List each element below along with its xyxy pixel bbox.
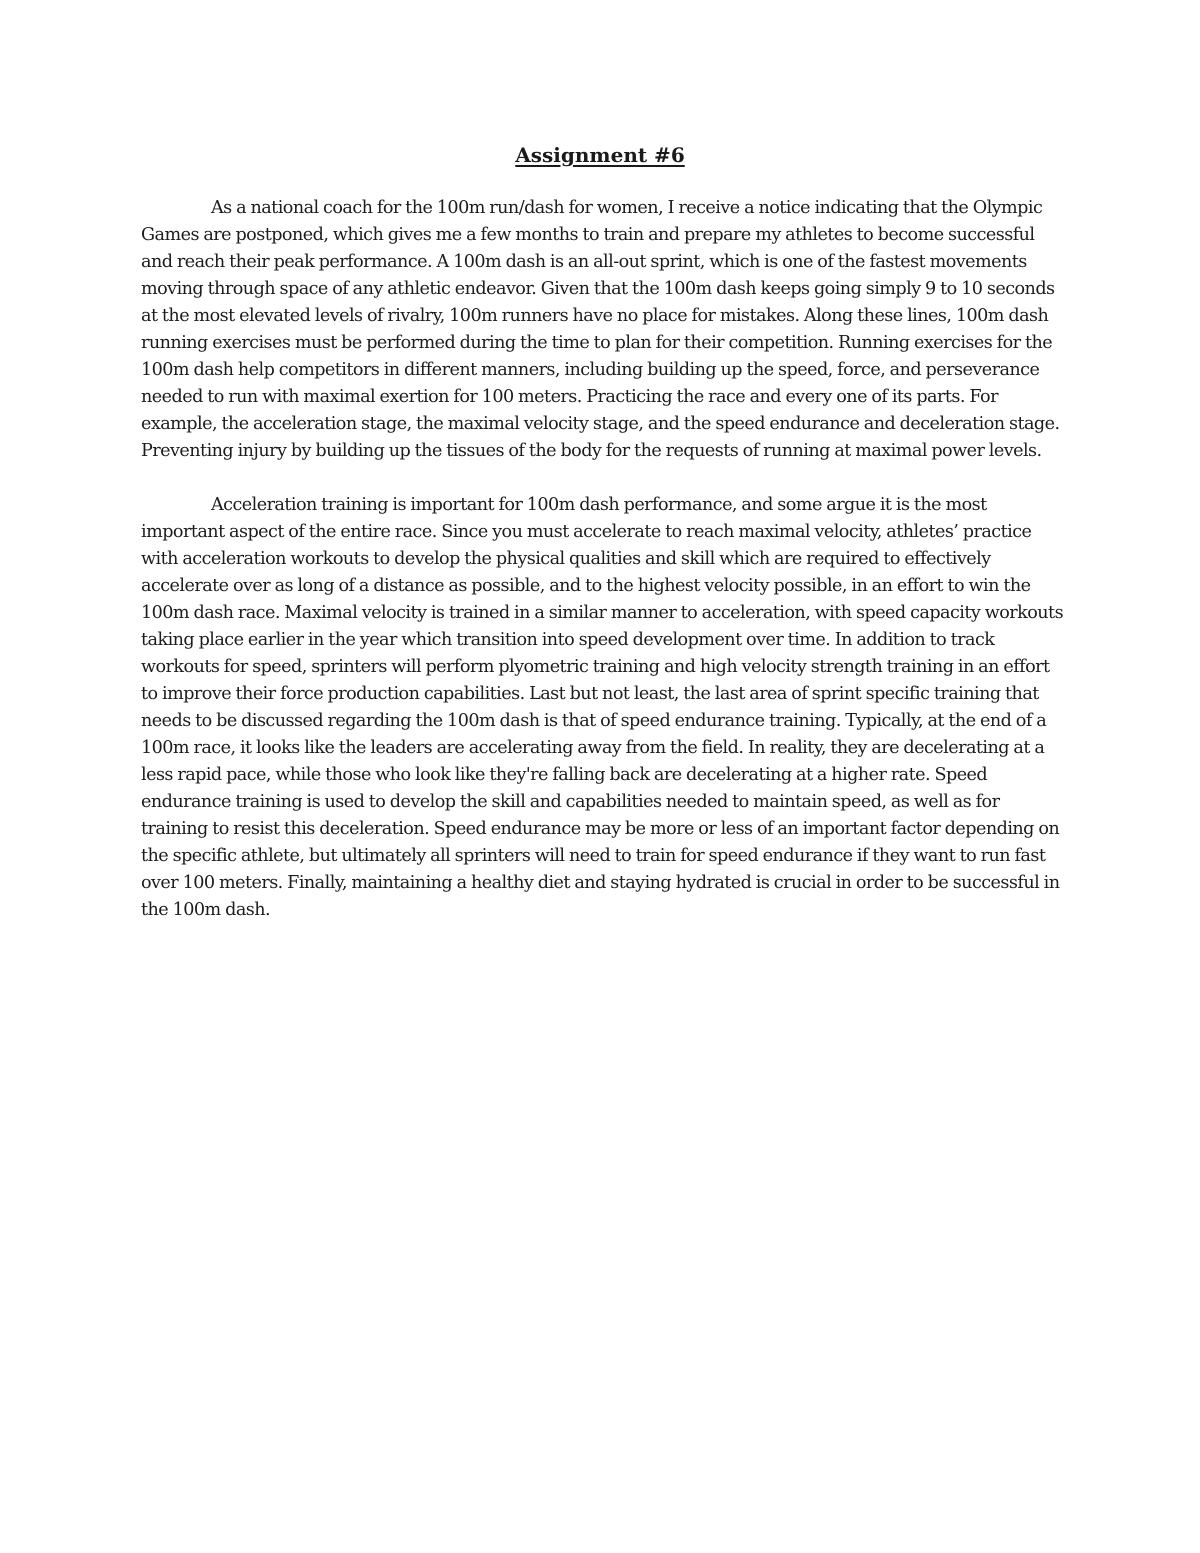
document-body <box>141 195 1066 951</box>
document-title: Assignment #6 <box>515 143 685 167</box>
paragraph-2: Acceleration training is important for 100m dash performance, and some argue it is the most important aspect of the entire race. Since you must accelerate to reach maximal velocity, athletes’ practice with acceleration workouts to develop the physical qualities and skill which are required to effectively accelerate over as long of a distance as possible, and to the highest velocity possible, in an effort to win the 100m dash race. Maximal velocity is trained in a similar manner to acceleration, with speed capacity workouts taking place earlier in the year which transition into speed development over time. In addition to track workouts for speed, sprinters will perform plyometric training and high velocity strength training in an effort to improve their force production capabilities. Last but not least, the last area of sprint specific training that needs to be discussed regarding the 100m dash is that of speed endurance training. Typically, at the end of a 100m race, it looks like the leaders are accelerating away from the field. In reality, they are decelerating at a less rapid pace, while those who look like they're falling back are decelerating at a higher rate. Speed endurance training is used to develop the skill and capabilities needed to maintain speed, as well as for training to resist this deceleration. Speed endurance may be more or less of an important factor depending on the specific athlete, but ultimately all sprinters will need to train for speed endurance if they want to run fast over 100 meters. Finally, maintaining a healthy diet and staying hydrated is crucial in order to be successful in the 100m dash. <box>141 495 1064 920</box>
paragraph-1: As a national coach for the 100m run/dash for women, I receive a notice indicating that the Olympic Games are postponed, which gives me a few months to train and prepare my athletes to become successful and reach their peak performance. A 100m dash is an all-out sprint, which is one of the fastest movements moving through space of any athletic endeavor. Given that the 100m dash keeps going simply 9 to 10 seconds at the most elevated levels of rivalry, 100m runners have no place for mistakes. Along these lines, 100m dash running exercises must be performed during the time to plan for their competition. Running exercises for the 100m dash help competitors in different manners, including building up the speed, force, and perseverance needed to run with maximal exertion for 100 meters. Practicing the race and every one of its parts. For example, the acceleration stage, the maximal velocity stage, and the speed endurance and deceleration stage. Preventing injury by building up the tissues of the body for the requests of running at maximal power levels. <box>141 198 1060 461</box>
